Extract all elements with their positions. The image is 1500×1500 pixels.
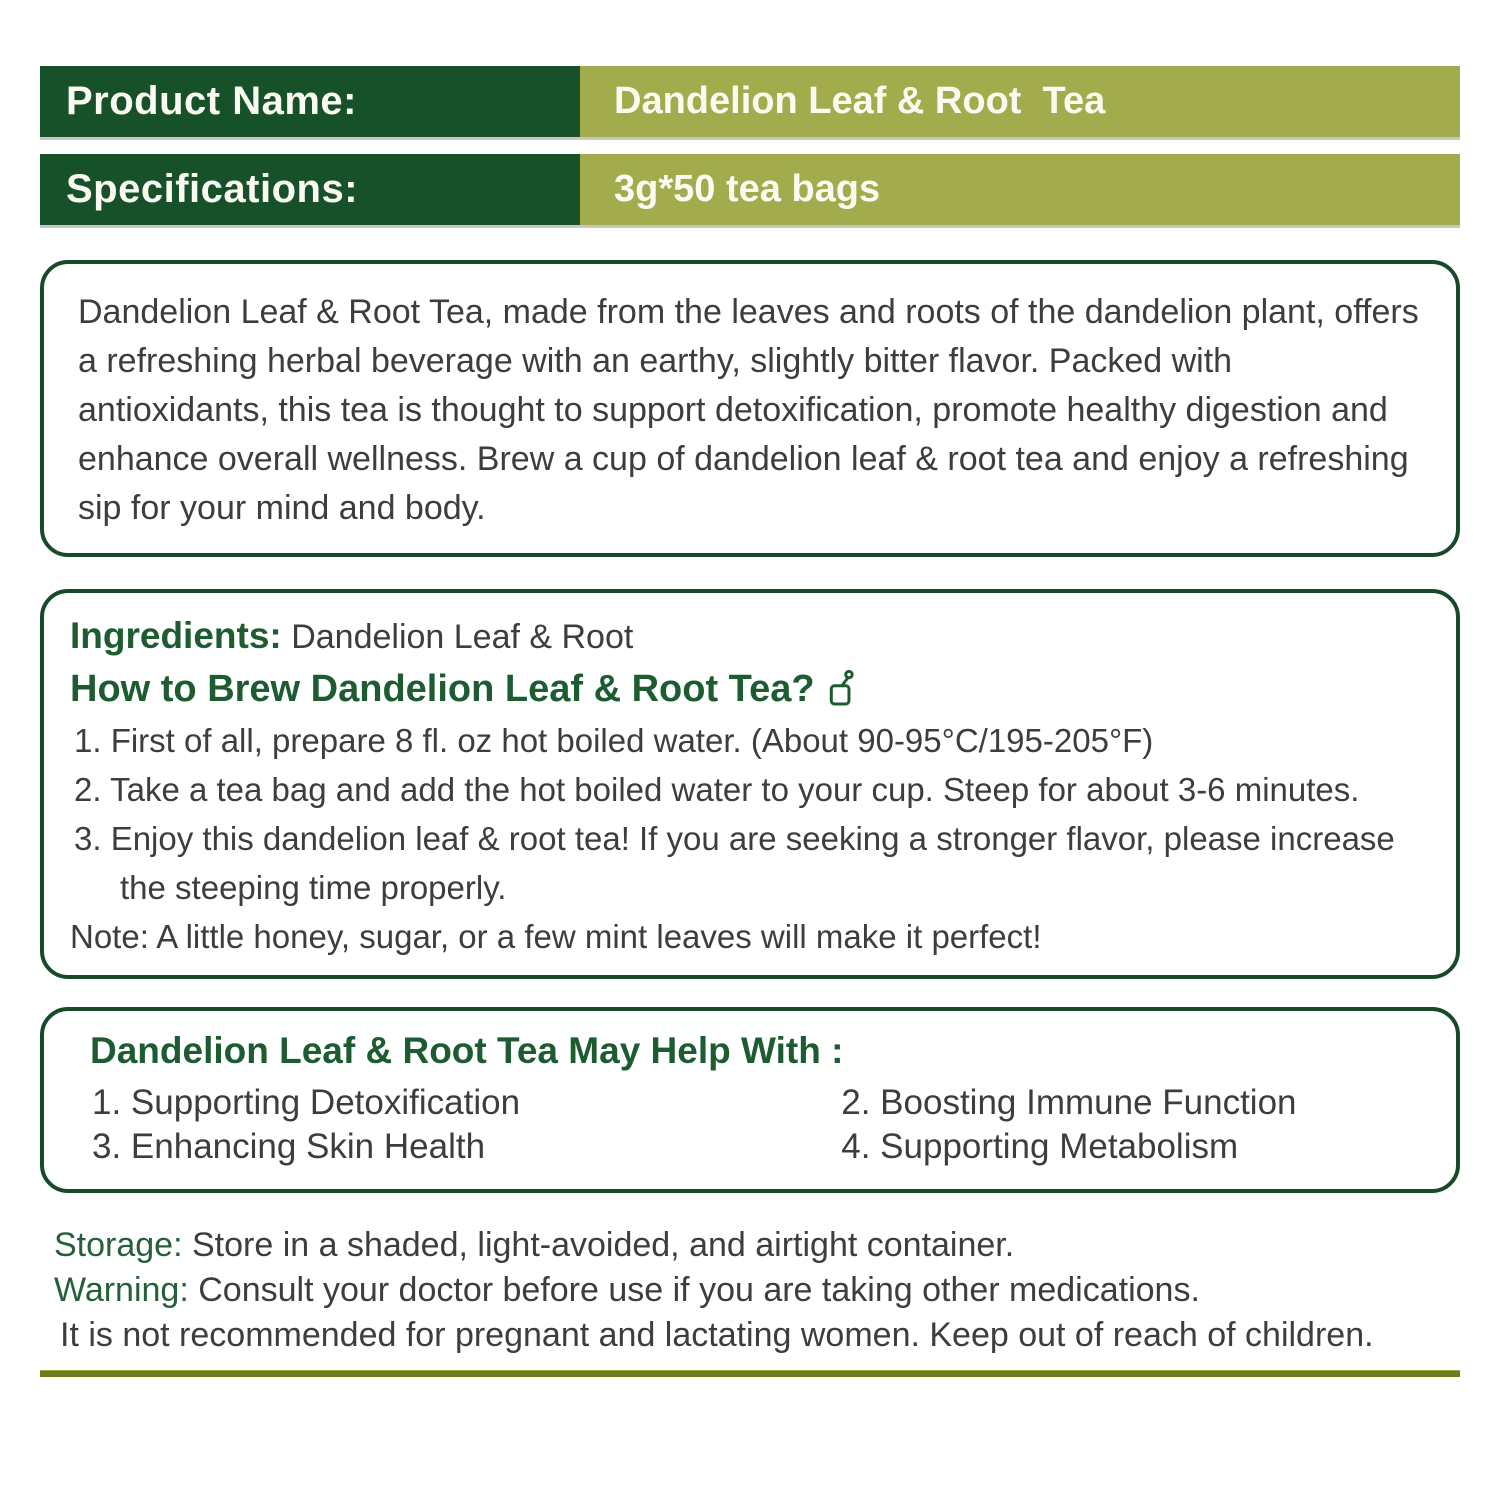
storage-text: Store in a shaded, light-avoided, and airtight container. <box>182 1226 1015 1264</box>
brew-note: Note: A little honey, sugar, or a few mint leaves will make it perfect! <box>70 918 1042 955</box>
benefits-box <box>40 1007 1460 1193</box>
product-name-value: Dandelion Leaf & Root Tea <box>614 80 1106 122</box>
specifications-value-cell <box>580 154 1460 225</box>
benefit-item-1: 1. Supporting Detoxification <box>92 1083 521 1122</box>
benefits-list <box>80 1081 1430 1169</box>
specifications-label: Specifications: <box>40 154 580 225</box>
ingredients-line <box>70 611 1432 662</box>
description-paragraph: Dandelion Leaf & Root Tea, made from the leaves and roots of the dandelion plant, offers a refreshing herbal beverage with an earthy, slightly bitter flavor. Packed with antioxidants, this tea is thought to support detoxification, promote healthy digestion and enhance overall wellness. Brew a cup of dandelion leaf & root tea and enjoy a refreshing sip for your mind and body. <box>78 293 1419 527</box>
brew-instructions-box <box>40 589 1460 979</box>
storage-warning-section <box>40 1223 1460 1358</box>
benefit-item-3: 3. Enhancing Skin Health <box>92 1127 486 1166</box>
product-name-label: Product Name: <box>40 66 580 137</box>
product-name-value-cell <box>580 66 1460 137</box>
benefit-item-2: 2. Boosting Immune Function <box>841 1083 1297 1122</box>
ingredients-value: Dandelion Leaf & Root <box>281 618 634 656</box>
storage-line <box>54 1223 1460 1268</box>
how-to-brew-heading <box>70 662 1432 716</box>
warning-label: Warning: <box>54 1271 189 1309</box>
benefits-title: Dandelion Leaf & Root Tea May Help With : <box>90 1030 844 1071</box>
storage-label: Storage: <box>54 1226 183 1264</box>
ingredients-label: Ingredients: <box>70 615 282 656</box>
specifications-bar <box>40 154 1460 228</box>
brew-step-2: 2. Take a tea bag and add the hot boiled water to your cup. Steep for about 3-6 minutes. <box>74 771 1360 808</box>
warning-line <box>54 1268 1460 1313</box>
benefit-item-4: 4. Supporting Metabolism <box>841 1127 1239 1166</box>
how-to-brew-title: How to Brew Dandelion Leaf & Root Tea? <box>70 668 815 710</box>
specifications-value: 3g*50 tea bags <box>614 168 881 210</box>
tea-bag-icon <box>827 669 857 709</box>
product-name-bar <box>40 66 1460 140</box>
bottom-divider <box>40 1370 1460 1377</box>
warning-text: Consult your doctor before use if you are taking other medications. <box>188 1271 1200 1309</box>
warning-line-2: It is not recommended for pregnant and lactating women. Keep out of reach of children. <box>60 1316 1374 1354</box>
brew-step-3: 3. Enjoy this dandelion leaf & root tea! If you are seeking a stronger flavor, please increase the steeping time properly. <box>74 820 1395 906</box>
description-box <box>40 260 1460 557</box>
brew-step-1: 1. First of all, prepare 8 fl. oz hot boiled water. (About 90-95°C/195-205°F) <box>74 722 1154 759</box>
